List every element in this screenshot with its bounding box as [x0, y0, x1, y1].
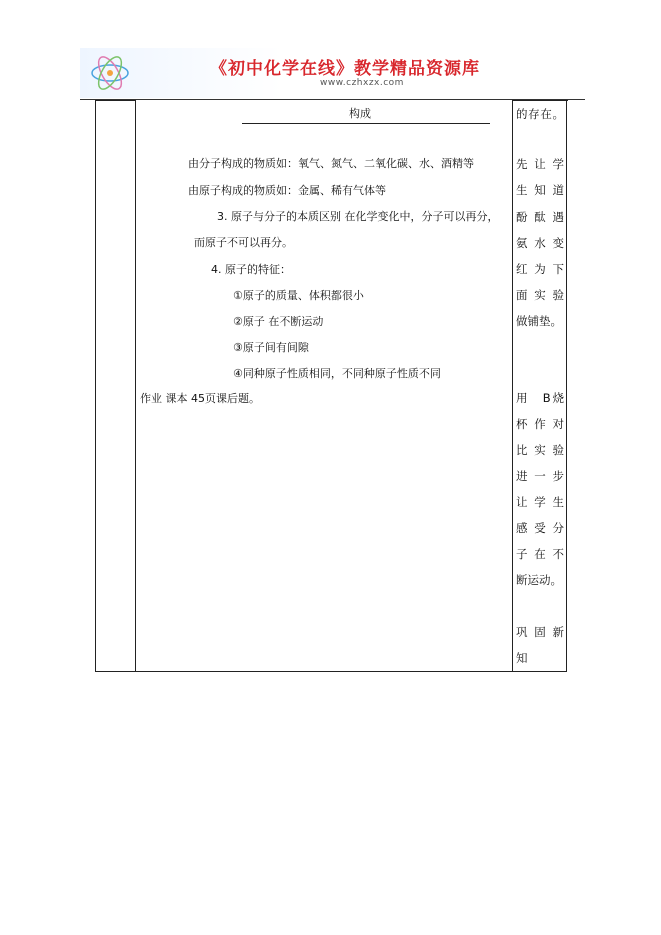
topic-underline	[242, 123, 490, 124]
side-note-line: 巩 固 新	[516, 625, 564, 639]
side-note-line: 做铺垫。	[516, 314, 562, 328]
side-note-line: 氨 水 变	[516, 236, 564, 250]
side-note-line: 用 B烧	[516, 391, 564, 405]
content-line-6: ①原子的质量、体积都很小	[233, 289, 364, 302]
table-top-border-left	[96, 100, 135, 101]
side-note-line: 红 为 下	[516, 262, 564, 276]
content-line-1: 由分子构成的物质如：氧气、氮气、二氧化碳、水、酒精等	[188, 157, 474, 170]
content-line-3: 3. 原子与分子的本质区别 在化学变化中，分子可以再分，	[217, 210, 499, 223]
side-note-line: 感 受 分	[516, 521, 564, 535]
side-note-line: 子 在 不	[516, 547, 564, 561]
topic-label: 构成	[349, 107, 371, 120]
column-divider-2	[512, 100, 513, 671]
content-line-7: ②原子 在不断运动	[233, 315, 324, 328]
banner-title: 《初中化学在线》教学精品资源库	[210, 59, 480, 79]
lesson-table	[95, 100, 567, 672]
side-note-line: 酚 酞 遇	[516, 210, 564, 224]
content-line-8: ③原子间有间隙	[233, 341, 309, 354]
side-note-line: 比 实 验	[516, 443, 564, 457]
column-divider-1	[135, 100, 136, 671]
side-note-line: 先 让 学	[516, 157, 564, 171]
side-note-line: 让 学 生	[516, 495, 564, 509]
side-note-line: 进 一 步	[516, 469, 564, 483]
side-note-line: 杯 作 对	[516, 417, 564, 431]
table-top-border-right	[512, 100, 568, 101]
side-note-line: 的存在。	[516, 107, 564, 121]
side-note-line: 断运动。	[516, 573, 562, 587]
content-line-4: 而原子不可以再分。	[194, 236, 293, 249]
content-line-9: ④同种原子性质相同，不同种原子性质不同	[233, 367, 441, 380]
side-note-line: 生 知 道	[516, 183, 564, 197]
header-banner	[80, 48, 585, 98]
content-line-5: 4. 原子的特征：	[211, 263, 291, 276]
side-note-line: 知	[516, 651, 528, 665]
homework-line: 作业 课本 45页课后题。	[140, 392, 260, 405]
content-line-2: 由原子构成的物质如：金属、稀有气体等	[188, 184, 386, 197]
side-note-line: 面 实 验	[516, 288, 564, 302]
banner-url: www.czhxzx.com	[320, 78, 404, 88]
atom-logo-icon	[86, 52, 134, 94]
